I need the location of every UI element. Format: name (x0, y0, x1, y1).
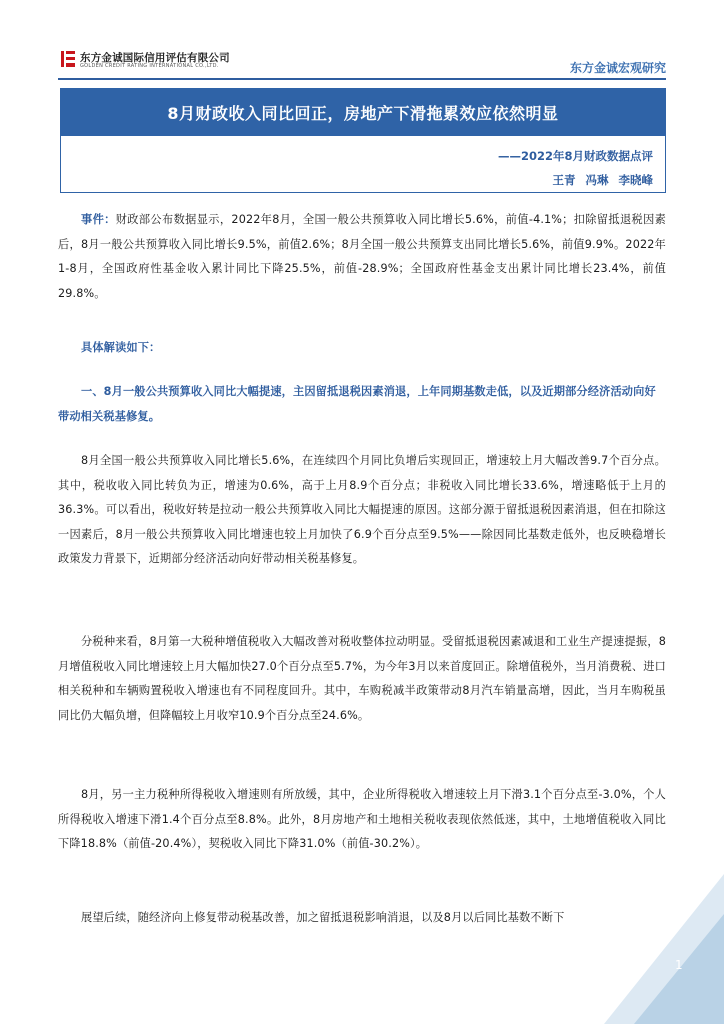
title-banner (60, 88, 666, 136)
body-paragraph: 展望后续，随经济向上修复带动税基改善，加之留抵退税影响消退，以及8月以后同比基数不断下 (81, 911, 565, 924)
event-lead: 事件： (81, 213, 116, 226)
corner-decoration (604, 874, 724, 1024)
section-1-heading: 一、8月一般公共预算收入同比大幅提速，主因留抵退税因素消退，上年同期基数走低，以及近期部分经济活动向好带动相关税基修复。 (58, 385, 656, 423)
intro-heading: 具体解读如下： (81, 341, 161, 354)
page-header (58, 48, 666, 76)
event-text: 财政部公布数据显示，2022年8月，全国一般公共预算收入同比增长5.6%，前值-4.1%；扣除留抵退税因素后，8月一般公共预算收入同比增长9.5%，前值2.6%；8月全国一般公共预算支出同比增长5.6%，前值9.9%。2022年1-8月，全国政府性基金收入累计同比下降25.5%，前值-28.9%；全国政府性基金支出累计同比增长23.4%，前值29.8%。 (58, 213, 666, 300)
company-logo-icon (60, 50, 76, 68)
company-name-en: GOLDEN CREDIT RATING INTERNATIONAL CO.,LTD. (80, 63, 219, 69)
report-subtitle: ——2022年8月财政数据点评 (497, 149, 653, 163)
company-name-cn: 东方金诚国际信用评估有限公司 (80, 52, 230, 64)
report-title: 8月财政收入同比回正，房地产下滑拖累效应依然明显 (167, 103, 559, 123)
report-authors: 王青 冯琳 李晓峰 (552, 173, 653, 187)
body-paragraph: 8月，另一主力税种所得税收入增速则有所放缓，其中，企业所得税收入增速较上月下滑3.1个百分点至-3.0%，个人所得税收入增速下滑1.4个百分点至8.8%。此外，8月房地产和土地相关税收表现依然低迷，其中，土地增值税收入同比下降18.8%（前值-20.4%），契税收入同比下降31.0%（前值-30.2%）。 (58, 788, 666, 850)
body-paragraph: 8月全国一般公共预算收入同比增长5.6%，在连续四个月同比负增后实现回正，增速较上月大幅改善9.7个百分点。其中，税收收入同比转负为正，增速为0.6%，高于上月8.9个百分点；非税收入同比增长33.6%，增速略低于上月的36.3%。可以看出，税收好转是拉动一般公共预算收入同比大幅提速的原因。这部分源于留抵退税因素消退，但在扣除这一因素后，8月一般公共预算收入同比增速也较上月加快了6.9个百分点至9.5%——除因同比基数走低外，也反映稳增长政策发力背景下，近期部分经济活动向好带动相关税基修复。 (58, 454, 666, 565)
header-divider (58, 78, 666, 80)
subtitle-box (60, 136, 666, 193)
research-brand: 东方金诚宏观研究 (569, 61, 666, 75)
event-paragraph (58, 208, 666, 306)
body-paragraph: 分税种来看，8月第一大税种增值税收入大幅改善对税收整体拉动明显。受留抵退税因素减退和工业生产提速提振，8月增值税收入同比增速较上月大幅加快27.0个百分点至5.7%，为今年3月以来首度回正。除增值税外，当月消费税、进口相关税种和车辆购置税收入增速也有不同程度回升。其中，车购税减半政策带动8月汽车销量高增，因此，当月车购税虽同比仍大幅负增，但降幅较上月收窄10.9个百分点至24.6%。 (58, 635, 666, 722)
page-number: 1 (675, 958, 683, 972)
